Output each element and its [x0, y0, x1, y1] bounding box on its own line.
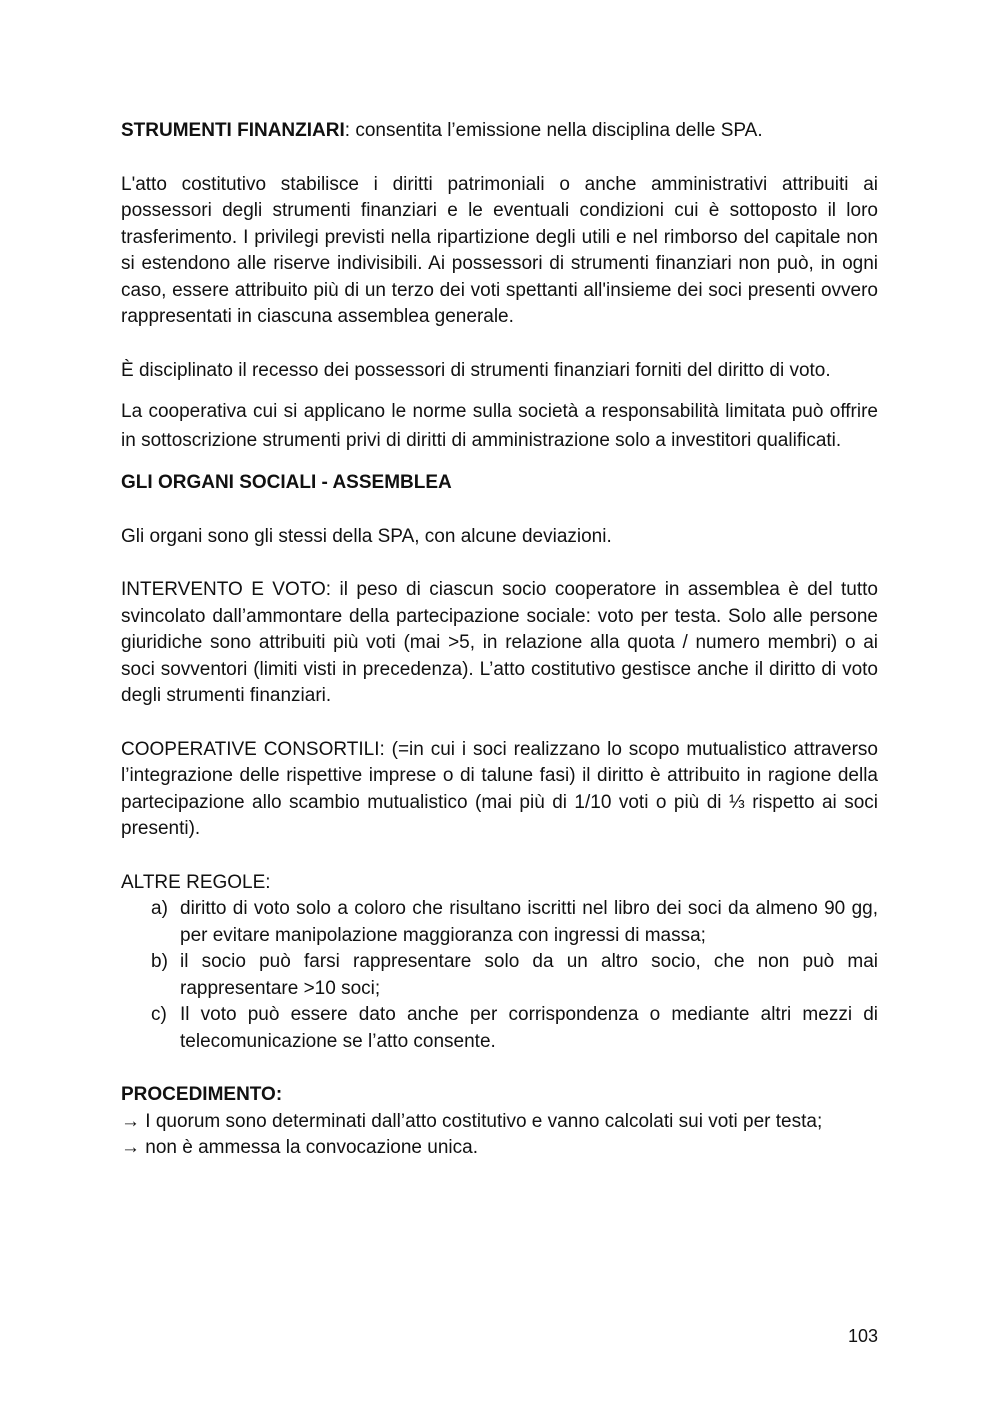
strumenti-heading: STRUMENTI FINANZIARI	[121, 120, 345, 141]
assemblea-heading: GLI ORGANI SOCIALI - ASSEMBLEA	[121, 472, 452, 493]
strumenti-heading-line	[121, 118, 878, 145]
list-item	[121, 896, 878, 949]
paragraph: È disciplinato il recesso dei possessori di strumenti finanziari forniti del diritto di voto.	[121, 359, 831, 381]
arrow-line: → non è ammessa la convocazione unica.	[121, 1137, 478, 1158]
list-marker: a)	[151, 898, 168, 919]
paragraph: La cooperativa cui si applicano le norme sulla società a responsabilità limitata può offrire in sottoscrizione strumenti privi di diritti di amministrazione solo a investitori qualificati.	[121, 401, 878, 451]
rules-list	[121, 896, 878, 1055]
list-item-text: diritto di voto solo a coloro che risultano iscritti nel libro dei soci da almeno 90 gg, per evitare manipolazione maggioranza con ingressi di massa;	[180, 898, 878, 946]
list-marker: b)	[151, 951, 168, 972]
page-content	[121, 118, 878, 1162]
list-item	[121, 1002, 878, 1055]
paragraph: L'atto costitutivo stabilisce i diritti patrimoniali o anche amministrativi attribuiti ai possessori degli strumenti finanziari e le eventuali condizioni cui è sottoposto il loro trasferimento. I privilegi previsti nella ripartizione degli utili e nel rimborso del capitale non si estendono alle riserve indivisibili. Ai possessori di strumenti finanziari non può, in ogni caso, essere attribuito più di un terzo dei voti spettanti all'insieme dei soci presenti ovvero rappresentati in ciascuna assemblea generale.	[121, 173, 878, 327]
altre-regole-label: ALTRE REGOLE:	[121, 871, 271, 893]
paragraph: INTERVENTO E VOTO: il peso di ciascun socio cooperatore in assemblea è del tutto svincolato dall’ammontare della partecipazione sociale: voto per testa. Solo alle persone giuridiche sono attribuiti più voti (mai >5, in relazione alla quota / numero membri) o ai soci sovventori (limiti visti in precedenza). L’atto costitutivo gestisce anche il diritto di voto degli strumenti finanziari.	[121, 579, 878, 706]
page-number: 103	[847, 1326, 878, 1346]
arrow-line: → I quorum sono determinati dall’atto costitutivo e vanno calcolati sui voti per testa;	[121, 1110, 823, 1132]
list-marker: c)	[151, 1004, 167, 1025]
list-item-text: Il voto può essere dato anche per corrispondenza o mediante altri mezzi di telecomunicazione se l’atto consente.	[180, 1004, 878, 1052]
paragraph: Gli organi sono gli stessi della SPA, con alcune deviazioni.	[121, 525, 612, 547]
paragraph: COOPERATIVE CONSORTILI: (=in cui i soci realizzano lo scopo mutualistico attraverso l’integrazione delle rispettive imprese o di talune fasi) il diritto è attribuito in ragione della partecipazione allo scambio mutualistico (mai più di 1/10 voti o più di ⅓ rispetto ai soci presenti).	[121, 738, 878, 839]
list-item-text: il socio può farsi rappresentare solo da un altro socio, che non può mai rappresentare >10 soci;	[180, 951, 878, 999]
strumenti-heading-rest: : consentita l’emissione nella disciplina delle SPA.	[344, 120, 763, 141]
procedimento-heading: PROCEDIMENTO:	[121, 1084, 283, 1105]
list-item	[121, 949, 878, 1002]
